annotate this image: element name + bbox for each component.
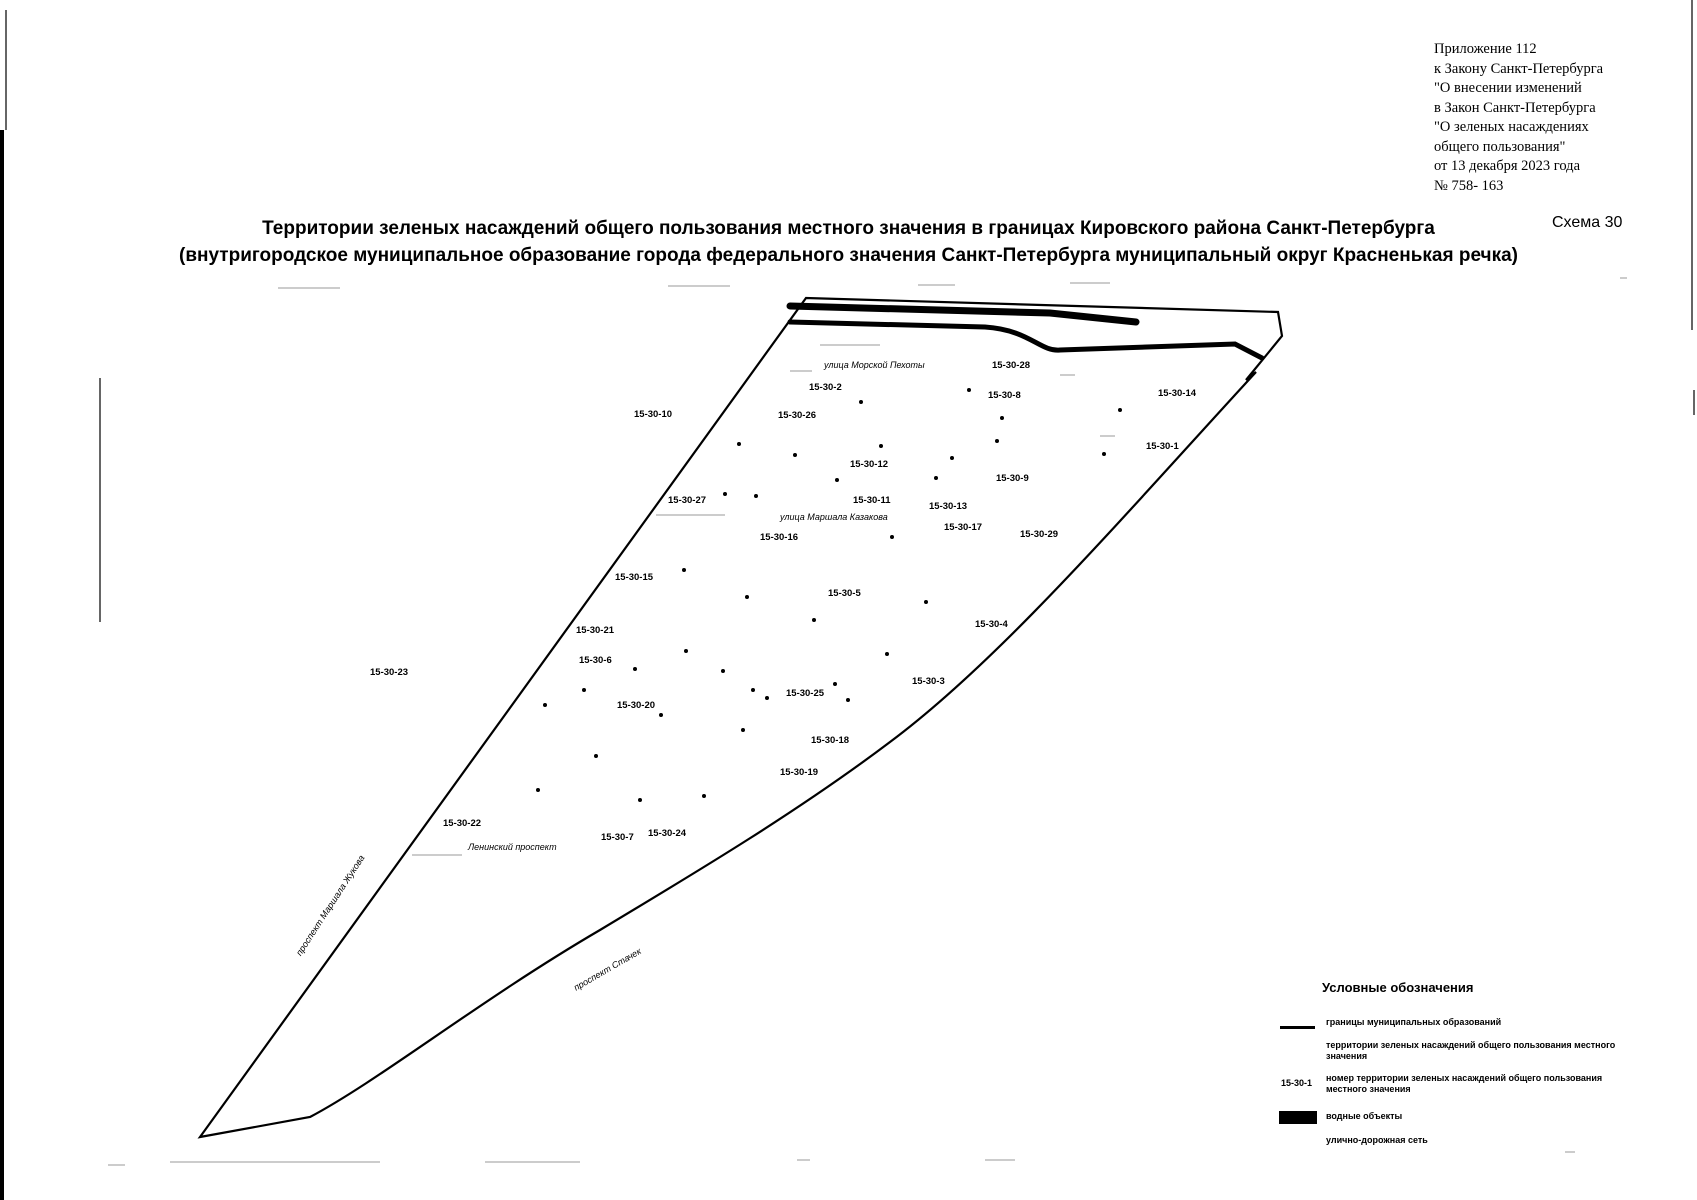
map-subtitle: (внутригородское муниципальное образование города федерального значения Санкт-Петербурга муниципальный округ Красненькая речка): [179, 245, 1518, 266]
territory-label: 15-30-22: [443, 818, 482, 829]
territory-label: 15-30-21: [576, 625, 615, 636]
territory-label: 15-30-29: [1020, 529, 1059, 540]
appendix-line: к Закону Санкт-Петербурга: [1434, 60, 1604, 77]
appendix-line: Приложение 112: [1434, 41, 1537, 57]
territory-label: 15-30-27: [668, 495, 707, 506]
territory-label: 15-30-6: [579, 655, 612, 666]
territory-label: 15-30-19: [780, 767, 819, 778]
appendix-line: "О зеленых насаждениях: [1434, 119, 1589, 135]
territory-label: 15-30-25: [786, 688, 825, 699]
territory-label: 15-30-12: [850, 459, 889, 470]
territory-label: 15-30-4: [975, 619, 1008, 630]
territory-label: 15-30-28: [992, 360, 1031, 371]
street-label: Ленинский проспект: [468, 842, 557, 852]
territory-label: 15-30-24: [648, 828, 687, 839]
appendix-line: № 758- 163: [1434, 177, 1504, 194]
municipal-boundary: [200, 298, 1282, 1137]
street-label: улица Морской Пехоты: [824, 360, 925, 370]
legend-green-text: территории зеленых насаждений общего пользования местного значения: [1326, 1040, 1616, 1061]
territory-label: 15-30-1: [1146, 441, 1179, 452]
territory-label: 15-30-11: [853, 495, 891, 506]
legend-water-text: водные объекты: [1326, 1111, 1403, 1121]
appendix-line: "О внесении изменений: [1434, 80, 1582, 96]
legend-title: Условные обозначения: [1322, 980, 1474, 995]
legend-number-text: номер территории зеленых насаждений общего пользования местного значения: [1326, 1073, 1603, 1094]
street-label: проспект Стачек: [572, 946, 643, 993]
street-label: улица Маршала Казакова: [780, 512, 888, 522]
territory-label: 15-30-3: [912, 676, 945, 687]
territory-label: 15-30-16: [760, 532, 799, 543]
legend-roads-text: улично-дорожная сеть: [1326, 1135, 1428, 1145]
territory-label: 15-30-17: [944, 522, 983, 533]
boundary-symbol: [1280, 1026, 1315, 1029]
legend-boundary-text: границы муниципальных образований: [1326, 1017, 1502, 1027]
territory-label: 15-30-10: [634, 409, 673, 420]
appendix-header: [1434, 40, 1603, 196]
appendix-line: общего пользования": [1434, 138, 1566, 155]
scheme-number: Схема 30: [1552, 214, 1623, 231]
appendix-line: от 13 декабря 2023 года: [1434, 158, 1580, 174]
street-label: проспект Маршала Жукова: [294, 853, 367, 958]
territory-label: 15-30-15: [615, 572, 654, 583]
territory-label: 15-30-2: [809, 382, 842, 393]
legend-number-sample: 15-30-1: [1281, 1078, 1313, 1088]
territory-label: 15-30-8: [988, 390, 1021, 401]
territory-label: 15-30-14: [1158, 388, 1197, 399]
territory-label: 15-30-9: [996, 473, 1029, 484]
territory-label: 15-30-7: [601, 832, 634, 843]
water-object: [790, 306, 1136, 322]
territory-label: 15-30-26: [778, 410, 817, 421]
territory-label: 15-30-18: [811, 735, 850, 746]
territory-label: 15-30-20: [617, 700, 656, 711]
territory-label: 15-30-5: [828, 588, 861, 599]
territory-label: 15-30-13: [929, 501, 968, 512]
appendix-line: в Закон Санкт-Петербурга: [1434, 99, 1596, 116]
water-object: [790, 322, 1262, 358]
road-network: [108, 278, 1627, 1165]
map-title: Территории зеленых насаждений общего пользования местного значения в границах Кировского района Санкт-Петербурга: [262, 218, 1435, 239]
territory-label: 15-30-23: [370, 667, 409, 678]
water-symbol: [1279, 1111, 1317, 1124]
